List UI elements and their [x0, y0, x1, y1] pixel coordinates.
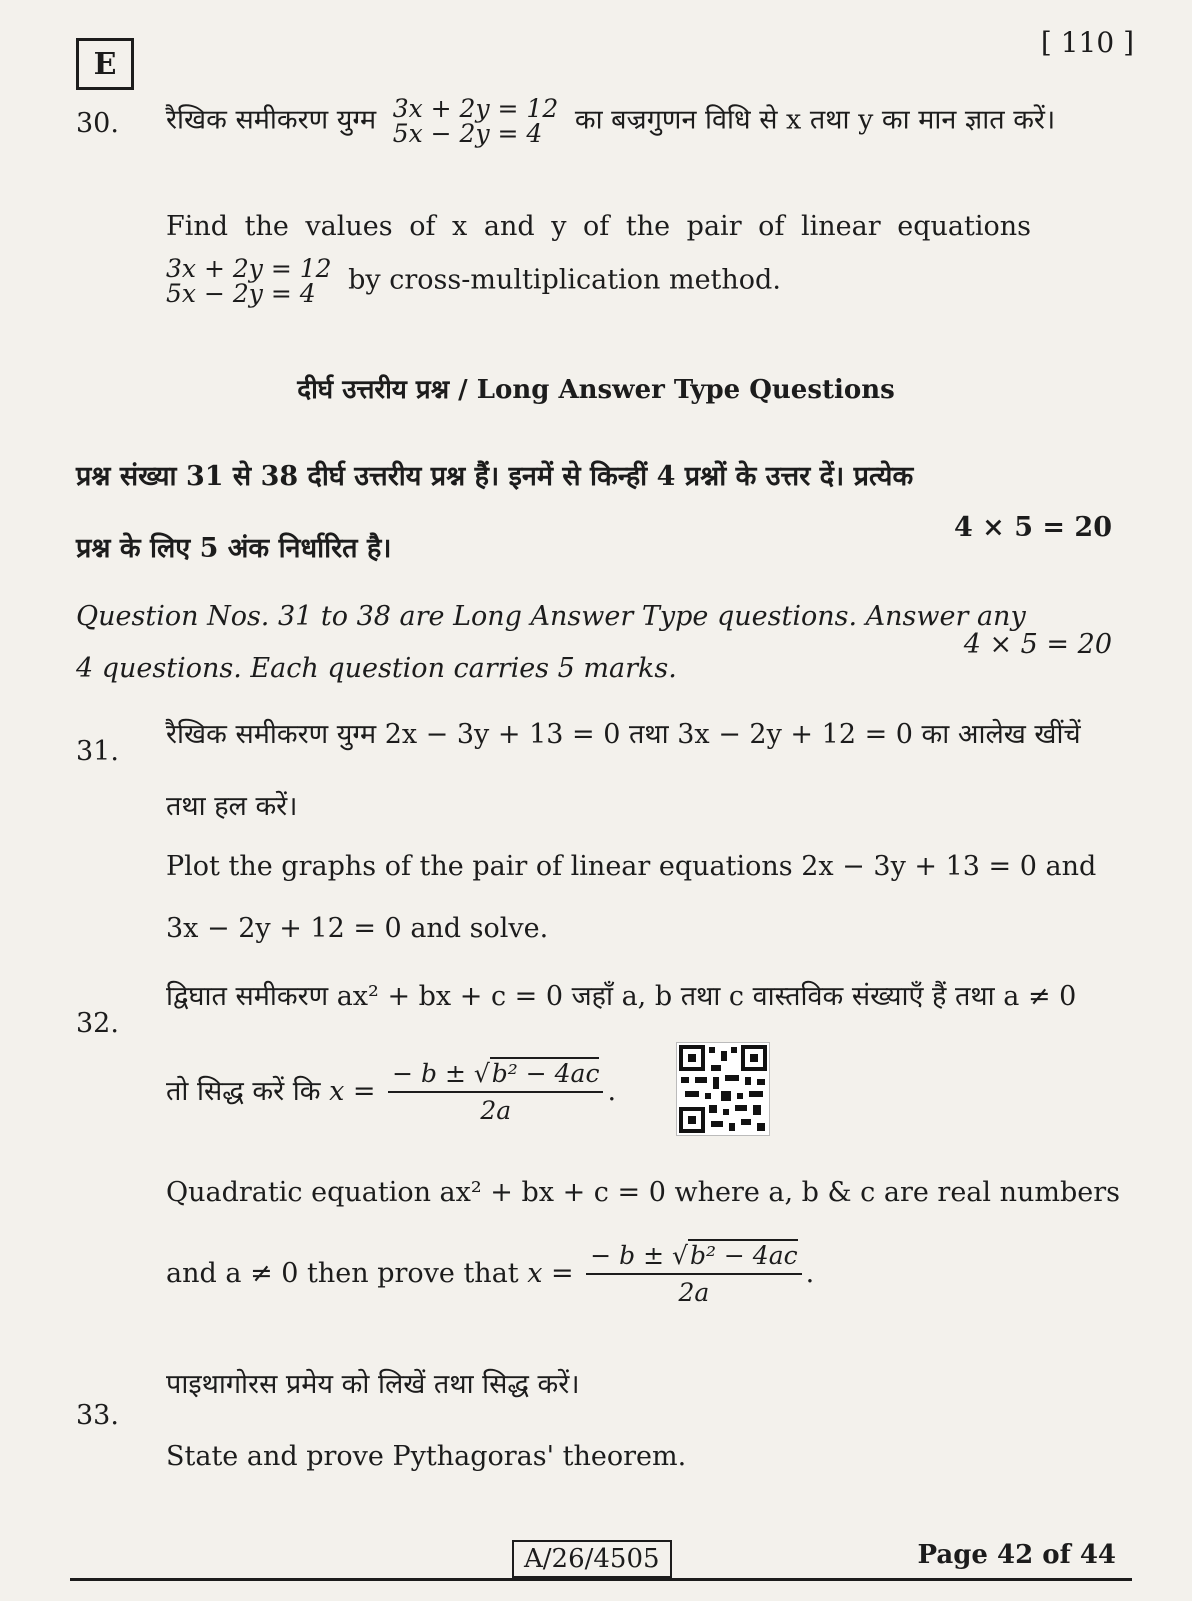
- question-number-30: 30.: [76, 108, 119, 139]
- marks-english: 4 × 5 = 20: [963, 629, 1112, 660]
- formula-root: b² − 4ac: [491, 1059, 600, 1088]
- question-number-31: 31.: [76, 736, 119, 767]
- q33-hindi: पाइथागोरस प्रमेय को लिखें तथा सिद्ध करें।: [166, 1369, 580, 1400]
- set-code-box: [76, 38, 134, 90]
- quadratic-formula-fraction: [388, 1058, 603, 1127]
- section-hindi-instruction-line2: प्रश्न के लिए 5 अंक निर्धारित है।: [76, 533, 392, 564]
- qr-code: [676, 1042, 770, 1136]
- question-number-33: 33.: [76, 1400, 119, 1431]
- q31-hindi-line1: रैखिक समीकरण युग्म 2x − 3y + 13 = 0 तथा 3x − 2y + 12 = 0 का आलेख खींचें: [166, 719, 1081, 750]
- serial-number: [ 110 ]: [1040, 26, 1134, 59]
- q30-english-line2: [166, 256, 781, 306]
- q32-x-equals: x =: [329, 1075, 376, 1107]
- q31-hindi-line2: तथा हल करें।: [166, 791, 298, 822]
- section-heading: दीर्घ उत्तरीय प्रश्न / Long Answer Type Questions: [297, 375, 895, 405]
- marks-hindi: 4 × 5 = 20: [954, 512, 1112, 543]
- q32-english-line2: and a ≠ 0 then prove that x = $\frac{\text{− b ± √b² − 4ac}}{2a}$ .: [166, 1241, 815, 1308]
- q30-english-eq2: 5x − 2y = 4: [166, 279, 316, 308]
- q32-hindi-line2: तो सिद्ध करें कि x = $\frac{\text{− b ± √b² − 4ac}}{2a}$ .: [166, 1059, 617, 1126]
- formula-numerator-left-english: − b ± √: [590, 1241, 688, 1270]
- q30-eq1: 3x + 2y = 12: [392, 94, 559, 123]
- formula-denominator: 2a: [480, 1096, 512, 1126]
- q30-english-tail: by cross-multiplication method.: [348, 264, 781, 296]
- formula-numerator: [388, 1058, 603, 1093]
- q30-eq2: 5x − 2y = 4: [392, 119, 543, 148]
- formula-numerator-english: [586, 1240, 801, 1275]
- section-english-instruction-line1: Question Nos. 31 to 38 are Long Answer Type questions. Answer any: [76, 601, 1026, 632]
- footer-rule: [70, 1578, 1132, 1581]
- q32-english-line1: Quadratic equation ax² + bx + c = 0 where a, b & c are real numbers: [166, 1177, 1121, 1208]
- q32-english-prefix: and a ≠ 0 then prove that: [166, 1257, 519, 1289]
- formula-numerator-left: − b ± √: [392, 1059, 490, 1088]
- q32-hindi-prefix: तो सिद्ध करें कि: [166, 1075, 321, 1107]
- q31-english-line2: 3x − 2y + 12 = 0 and solve.: [166, 913, 549, 944]
- q30-english-eq1: 3x + 2y = 12: [166, 254, 332, 283]
- q30-english-line1: Find the values of x and y of the pair of linear equations: [166, 211, 1031, 242]
- q33-english: State and prove Pythagoras' theorem.: [166, 1441, 687, 1472]
- set-code: E: [93, 46, 117, 82]
- section-hindi-instruction-line1: प्रश्न संख्या 31 से 38 दीर्घ उत्तरीय प्रश्न हैं। इनमें से किन्हीं 4 प्रश्नों के उत्तर दें। प्रत्येक: [76, 461, 914, 492]
- q30-hindi-before: रैखिक समीकरण युग्म: [166, 104, 377, 136]
- quadratic-formula-fraction-english: [586, 1240, 801, 1309]
- formula-denominator-english: 2a: [678, 1278, 710, 1308]
- page-number: Page 42 of 44: [917, 1540, 1116, 1570]
- q30-english-equation-stack: [166, 256, 332, 306]
- formula-root-english: b² − 4ac: [689, 1241, 798, 1270]
- q31-english-line1: Plot the graphs of the pair of linear equations 2x − 3y + 13 = 0 and: [166, 851, 1097, 882]
- q30-hindi-after: का बज्रगुणन विधि से x तथा y का मान ज्ञात करें।: [574, 104, 1056, 136]
- section-english-instruction-line2: 4 questions. Each question carries 5 marks.: [76, 653, 677, 684]
- q30-hindi-line: [166, 96, 1055, 146]
- paper-code: A/26/4505: [512, 1540, 672, 1578]
- q30-equation-stack: [393, 96, 559, 146]
- question-number-32: 32.: [76, 1008, 119, 1039]
- q32-english-x-equals: x =: [527, 1257, 574, 1289]
- q32-hindi-line1: द्विघात समीकरण ax² + bx + c = 0 जहाँ a, b तथा c वास्तविक संख्याएँ हैं तथा a ≠ 0: [166, 981, 1077, 1012]
